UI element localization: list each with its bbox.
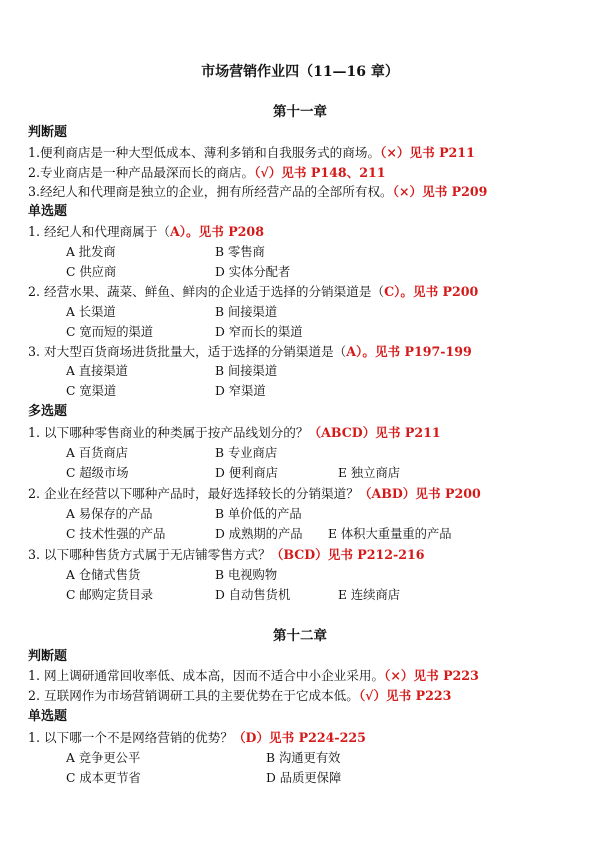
question-text: 3. 以下哪种售货方式属于无店铺零售方式？ <box>28 547 271 562</box>
question-text: 3.经纪人和代理商是独立的企业，拥有所经营产品的全部所有权。 <box>28 184 393 199</box>
option: A 百货商店 <box>66 446 128 460</box>
ch11-multi-q1 <box>28 423 441 443</box>
ch12-single-label: 单选题 <box>28 709 68 724</box>
question-text: 1. 网上调研通常回收率低、成本高，因而不适合中小企业采用。 <box>28 668 385 683</box>
option: C 宽渠道 <box>66 384 117 398</box>
ch11-multi-label: 多选题 <box>28 404 68 419</box>
ch11-multi-q2 <box>28 484 481 504</box>
ch11-judge-label: 判断题 <box>28 125 68 140</box>
option: C 超级市场 <box>66 466 129 480</box>
question-text: 2. 企业在经营以下哪种产品时，最好选择较长的分销渠道？ <box>28 486 359 501</box>
option: C 宽而短的渠道 <box>66 325 154 339</box>
option: E 独立商店 <box>338 466 401 480</box>
answer: （D）见书 P224-225 <box>232 730 366 745</box>
chapter-11-heading: 第十一章 <box>273 104 327 120</box>
ch11-single-label: 单选题 <box>28 204 68 219</box>
option: A 仓储式售货 <box>66 568 141 582</box>
options-row <box>66 565 586 585</box>
answer: （ABD）见书 P200 <box>358 486 481 501</box>
page-title: 市场营销作业四（11—16 章） <box>201 64 399 80</box>
question-text: 1. 以下哪一个不是网络营销的优势？ <box>28 730 233 745</box>
question-text: 1.便利商店是一种大型低成本、薄利多销和自我服务式的商场。 <box>28 145 381 160</box>
options-row <box>66 322 586 342</box>
answer: （√）见书 P223 <box>358 688 452 703</box>
option: B 间接渠道 <box>215 364 278 378</box>
option: A 批发商 <box>66 245 116 259</box>
ch12-judge-label: 判断题 <box>28 649 68 664</box>
options-row <box>66 463 586 483</box>
option: E 连续商店 <box>338 588 401 602</box>
option: C 技术性强的产品 <box>66 527 166 541</box>
ch11-judge-q2 <box>28 163 386 183</box>
options-row <box>66 768 586 788</box>
options-row <box>66 585 586 605</box>
options-row <box>66 748 586 768</box>
options-row <box>66 361 586 381</box>
option: D 实体分配者 <box>215 265 291 279</box>
option: E 体积大重量重的产品 <box>328 527 452 541</box>
option: D 窄渠道 <box>215 384 266 398</box>
chapter-12-heading: 第十二章 <box>273 628 327 644</box>
answer: A）。见书 P197-199 <box>346 344 472 359</box>
ch11-judge-q3 <box>28 182 487 202</box>
answer: （ABCD）见书 P211 <box>308 425 441 440</box>
question-text: 1. 以下哪种零售商业的种类属于按产品线划分的？ <box>28 425 309 440</box>
answer: C）。见书 P200 <box>384 284 479 299</box>
answer: （BCD）见书 P212-216 <box>270 547 425 562</box>
options-row <box>66 524 586 544</box>
question-text: 2. 经营水果、蔬菜、鲜鱼、鲜肉的企业适于选择的分销渠道是（ <box>28 284 385 299</box>
option: D 品质更保障 <box>266 771 342 785</box>
answer: （×）见书 P211 <box>380 145 475 160</box>
option: A 长渠道 <box>66 305 116 319</box>
options-row <box>66 504 586 524</box>
answer: A）。见书 P208 <box>169 224 264 239</box>
options-row <box>66 443 586 463</box>
option: A 直接渠道 <box>66 364 128 378</box>
option: B 专业商店 <box>215 446 278 460</box>
option: A 易保存的产品 <box>66 507 153 521</box>
options-row <box>66 302 586 322</box>
ch12-judge-q1 <box>28 666 479 686</box>
answer: （×）见书 P223 <box>384 668 479 683</box>
options-row <box>66 262 586 282</box>
ch11-single-q3 <box>28 342 472 362</box>
option: B 单价低的产品 <box>215 507 302 521</box>
ch11-single-q2 <box>28 282 478 302</box>
option: B 零售商 <box>215 245 265 259</box>
ch11-multi-q3 <box>28 545 425 565</box>
option: D 自动售货机 <box>215 588 291 602</box>
option: C 供应商 <box>66 265 117 279</box>
question-text: 1. 经纪人和代理商属于（ <box>28 224 170 239</box>
option: A 竞争更公平 <box>66 751 141 765</box>
option: B 电视购物 <box>215 568 278 582</box>
answer: （√）见书 P148、211 <box>254 165 386 180</box>
question-text: 2.专业商店是一种产品最深而长的商店。 <box>28 165 255 180</box>
option: B 间接渠道 <box>215 305 278 319</box>
ch12-single-q1 <box>28 728 366 748</box>
ch12-judge-q2 <box>28 686 451 706</box>
option: B 沟通更有效 <box>266 751 341 765</box>
question-text: 3. 对大型百货商场进货批量大，适于选择的分销渠道是（ <box>28 344 347 359</box>
option: D 窄而长的渠道 <box>215 325 303 339</box>
ch11-judge-q1 <box>28 143 475 163</box>
answer: （×）见书 P209 <box>392 184 488 199</box>
option: D 成熟期的产品 <box>215 527 303 541</box>
option: C 成本更节省 <box>66 771 141 785</box>
option: C 邮购定货目录 <box>66 588 154 602</box>
ch11-single-q1 <box>28 222 264 242</box>
question-text: 2. 互联网作为市场营销调研工具的主要优势在于它成本低。 <box>28 688 359 703</box>
options-row <box>66 381 586 401</box>
option: D 便利商店 <box>215 466 278 480</box>
options-row <box>66 242 586 262</box>
